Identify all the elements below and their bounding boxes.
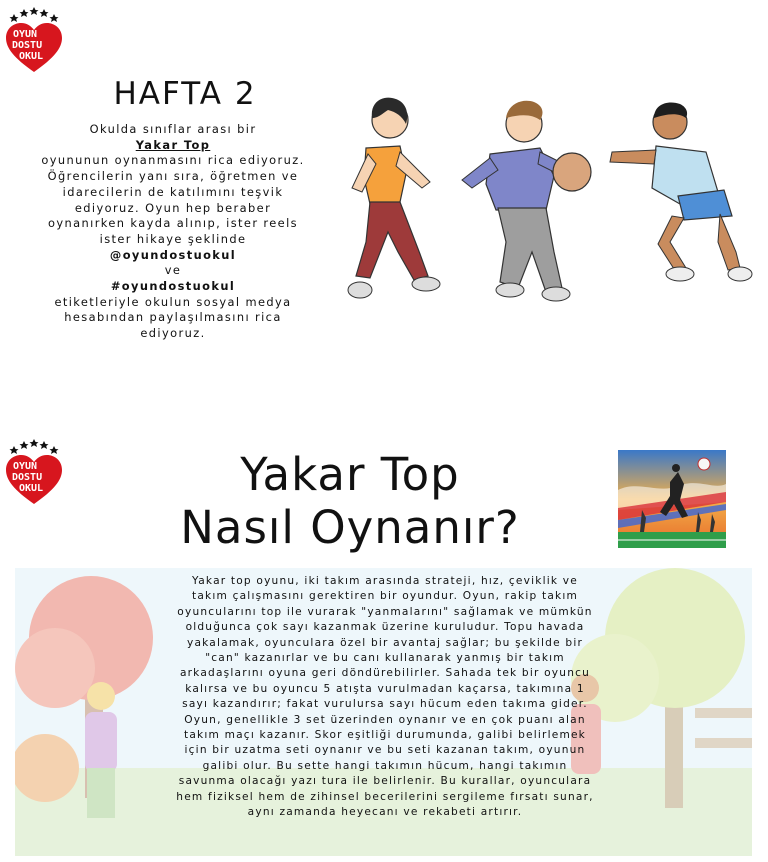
brand-logo — [4, 4, 64, 74]
dodgeball-artwork — [618, 450, 726, 548]
week-title: HAFTA 2 — [113, 76, 257, 112]
intro-line-1: Okulda sınıflar arası bir — [89, 122, 257, 136]
title-line-1: Yakar Top — [240, 448, 460, 501]
intro-text — [36, 122, 310, 342]
kids-playing-illustration — [340, 92, 760, 312]
ball — [553, 153, 591, 191]
rules-panel — [15, 568, 752, 856]
svg-text:OYUN: OYUN — [13, 461, 38, 472]
svg-text:DOSTU: DOSTU — [12, 40, 43, 51]
brand-logo-secondary — [4, 436, 64, 506]
svg-text:OKUL: OKUL — [19, 51, 44, 62]
social-hashtag: #oyundostuokul — [110, 279, 236, 294]
intro-line-2: oyununun oynanmasını rica ediyoruz. Öğrencilerin yanı sıra, öğretmen ve idarecilerin de katılımını teşvik ediyoruz. Oyun hep beraber oynanırken kayda alınıp, ister reels ister hikaye şeklinde — [41, 153, 305, 246]
girl-figure — [348, 98, 440, 298]
how-to-play-title — [140, 448, 560, 554]
intro-and: ve — [164, 263, 182, 278]
boy-figure-right — [610, 103, 752, 281]
rules-body: Yakar top oyunu, iki takım arasında strateji, hız, çeviklik ve takım çalışmasını gerektiren bir oyundur. Oyun, rakip takım oyuncularını top ile vurarak "yanmalarını" sağlamak ve mümkün olduğunca çok sayı kazanmak üzerine kuruludur. Topu havada yakalamak, oyunculara özel bir avantaj sağlar; bu şekilde bir "can" kazanırlar ve bu canı kullanarak yanmış bir takım arkadaşlarını oyuna geri döndürebilirler. Sahada tek bir oyuncu kalırsa ve bu oyuncu 5 atışta vurulmadan kaçarsa, takımına 1 sayı kazandırır; fakat vurulursa sayı hücum eden takıma gider. Oyun, genellikle 3 set üzerinden oynanır ve en çok puanı alan takım maçı kazanır. Skor eşitliği durumunda, galibi belirlemek için bir uzatma seti oynanır ve bu seti kazanan takım, oyunun galibi olur. Bu sette hangi takımın hücum, hangi takımın savunma olacağı yazı tura ile belirlenir. Bu kurallar, oyunculara hem fiziksel hem de zihinsel becerilerini sergileme fırsatı sunar, aynı zamanda heyecanı ve rekabeti artırır. — [176, 575, 594, 819]
intro-line-3: etiketleriyle okulun sosyal medya hesabından paylaşılmasını rica ediyoruz. — [54, 294, 292, 341]
title-line-2: Nasıl Oynanır? — [180, 501, 520, 554]
svg-text:DOSTU: DOSTU — [12, 472, 43, 483]
social-handle: @oyundostuokul — [109, 247, 237, 262]
svg-text:OKUL: OKUL — [19, 483, 44, 494]
game-name: Yakar Top — [135, 137, 211, 152]
boy-figure-middle — [462, 101, 570, 301]
svg-text:OYUN: OYUN — [13, 29, 38, 40]
